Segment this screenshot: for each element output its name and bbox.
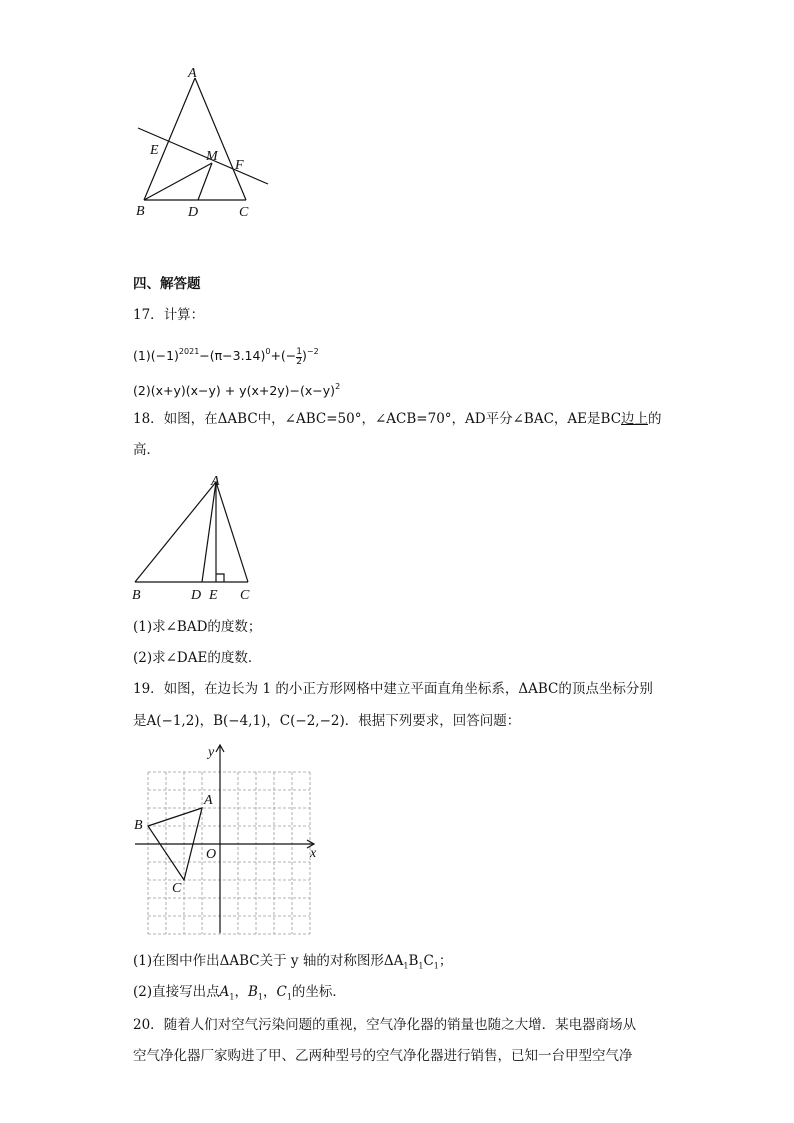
q17-p1-a: (: [150, 348, 156, 363]
segment-bm: [144, 163, 212, 200]
label-d: D: [188, 205, 199, 220]
q19-sub2-sep2: ，: [262, 984, 277, 1000]
q17-p1-d: +(−: [270, 348, 297, 363]
q18-text-a: 如图，在ΔABC中，∠ABC=50°，∠ACB=70°，AD平分∠BAC，AE是BC: [163, 411, 622, 427]
label-m: M: [206, 149, 218, 164]
q19-sub2-s2: 1: [257, 992, 263, 1002]
q19-sub2-sep1: ，: [234, 984, 248, 1000]
q18-sub1: (1)求∠BAD的度数；: [133, 619, 262, 635]
q19-sub1-s1: 1: [403, 961, 409, 971]
q17-stem: [133, 306, 204, 324]
label-a: A: [204, 793, 213, 808]
q20-text-line1: 随着人们对空气污染问题的重视，空气净化器的销量也随之大增．某电器商场从: [163, 1017, 637, 1033]
q18-line1: [133, 410, 662, 428]
q19-text-line1: 如图，在边长为 1 的小正方形网格中建立平面直角坐标系，ΔABC的顶点坐标分别: [163, 681, 653, 697]
q19-sub1-s3: 1: [433, 961, 439, 971]
q17-p1-frac-den: 2: [296, 357, 302, 367]
segment-md: [198, 163, 212, 200]
q17-p2-label: (2): [133, 383, 151, 398]
q19-sub1-c: C: [423, 953, 434, 969]
label-b: B: [136, 204, 145, 219]
label-y: y: [208, 745, 215, 760]
q17-p1-b: −1): [155, 348, 179, 363]
q18-line2: 高．: [133, 442, 160, 458]
q19-line2: 是A(−1,2)，B(−4,1)，C(−2,−2)．根据下列要求，回答问题：: [133, 713, 521, 729]
q19-sub2-B: B: [247, 984, 258, 1000]
segment-ac: [216, 482, 248, 582]
q20-line1: [133, 1016, 636, 1034]
q18-text-b: 的: [648, 411, 662, 427]
q17-p1-frac-num: 1: [296, 347, 302, 357]
label-b: B: [132, 588, 141, 603]
q19-sub2-a: (2)直接写出点: [133, 984, 220, 1000]
label-c: C: [239, 205, 249, 220]
label-x: x: [310, 846, 317, 861]
q17-part1: [133, 343, 319, 367]
label-b: B: [134, 818, 143, 833]
q17-p1-c: −(π−3.14): [199, 348, 266, 363]
segment-ac: [195, 78, 246, 200]
section-title: 四、解答题: [133, 276, 201, 292]
q18-sub2: (2)求∠DAE的度数．: [133, 650, 262, 666]
figure-triangle-emf: [120, 60, 290, 230]
q17-text: 计算：: [163, 307, 205, 323]
q17-p2-exp: 2: [335, 382, 341, 391]
q20-number: 20．: [133, 1017, 164, 1033]
label-c: C: [172, 881, 182, 896]
q19-line1: [133, 680, 653, 698]
q17-part2: [133, 378, 340, 400]
q19-sub2-b: 的坐标．: [291, 984, 346, 1000]
q19-sub1: [133, 952, 452, 976]
grid-lines: [148, 772, 310, 934]
label-a: A: [211, 474, 220, 489]
q17-p1-exp3: −2: [306, 347, 319, 356]
figure-coordinate-grid: [130, 738, 330, 938]
label-f: F: [235, 158, 244, 173]
label-c: C: [240, 588, 250, 603]
label-d: D: [191, 588, 202, 603]
q19-number: 19．: [133, 681, 164, 697]
label-e: E: [209, 588, 218, 603]
q18-text-underlined: 边上: [621, 411, 649, 427]
q18-number: 18．: [133, 411, 164, 427]
q19-sub2: [133, 983, 346, 1007]
q19-sub2-C: C: [276, 984, 287, 1000]
segment-ab: [144, 78, 195, 200]
q19-sub2-A: A: [219, 984, 230, 1000]
q19-sub2-s3: 1: [286, 992, 292, 1002]
q19-sub1-b: B: [408, 953, 419, 969]
q17-p1-e: ): [302, 348, 307, 363]
label-o: O: [206, 847, 217, 862]
q19-sub1-a: (1)在图中作出ΔABC关于 y 轴的对称图形ΔA: [133, 953, 404, 969]
figure-triangle-abc-altitude: [120, 470, 270, 610]
q17-p1-label: (1): [133, 348, 151, 363]
q20-line2: 空气净化器厂家购进了甲、乙两种型号的空气净化器进行销售，已知一台甲型空气净: [133, 1048, 633, 1064]
q17-p2-expr: (x+y)(x−y) + y(x+2y)−(x−y): [150, 383, 336, 398]
label-a: A: [188, 66, 197, 81]
q17-p1-exp2: 0: [265, 347, 271, 356]
q19-sub2-s1: 1: [229, 992, 235, 1002]
q17-number: 17．: [133, 307, 164, 323]
q19-sub1-s2: 1: [418, 961, 424, 971]
q17-p1-exp1: 2021: [178, 347, 200, 356]
q19-sub1-d: ；: [438, 953, 453, 969]
label-e: E: [150, 143, 159, 158]
right-angle-mark: [216, 574, 224, 582]
